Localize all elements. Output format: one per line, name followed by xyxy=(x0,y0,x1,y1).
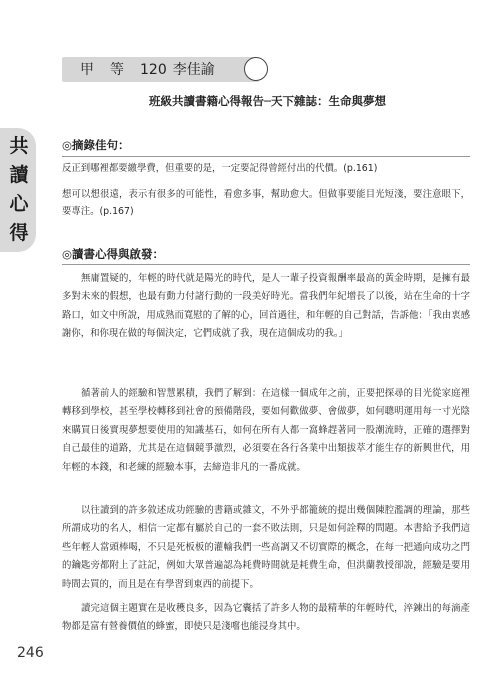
grade-label: 甲 xyxy=(80,62,108,78)
page-number: 246 xyxy=(17,645,44,661)
reflection-paragraph-3: 以往讀到的許多敘述成功經驗的書籍或雜文，不外乎都籠統的提出幾個陳腔濫調的理論，那些所謂成功的名人，相信一定都有屬於自己的一套不敗法則，只是如何詮釋的問題。本書給予我們這些年輕人當頭棒喝，不只是死板板的灌輸我們一些高調又不切實際的概念，在每一把通向成功之門的鑰匙旁都附上了註記，例如大眾普遍認為耗費時間就是耗費生命，但洪蘭教授卻說，經驗是要用時間去買的，而且是在有學習到東西的前提下。 xyxy=(62,505,470,590)
page-title: 班級共讀書籍心得報告─天下雜誌：生命與夢想 xyxy=(149,94,386,108)
reflection-heading: ◎讀書心得與啟發： xyxy=(62,247,165,261)
quotes-divider xyxy=(62,156,470,157)
header-circle-ornament xyxy=(244,57,268,81)
reflection-paragraph-1: 無庸置疑的，年輕的時代就是陽光的時代，是人一輩子投資報酬率最高的黃金時期，是擁有最多對未來的假想，也最有動力付諸行動的一段美好時光。當我們年紀增長了以後，站在生命的十字路口，如文中所說，用成熟而寬慰的了解的心，回首過往，和年輕的自己對話，告訴他：「我由衷感謝你，和你現在做的每個決定，它們成就了我，現在這個成功的我。」 xyxy=(62,273,470,340)
quote-2: 想可以想很遠，表示有很多的可能性，看愈多事，幫助愈大。但做事要能目光短淺，要注意眼下，要專注。(p.167) xyxy=(62,189,470,217)
rank-label: 等 xyxy=(110,62,138,78)
side-label: 共讀心得 xyxy=(9,135,29,244)
student-name: 李佳諭 xyxy=(172,62,215,78)
reflection-paragraph-2: 循著前人的經驗和智慧累積，我們了解到：在這樣一個成年之前，正要把探尋的目光從家庭裡轉移到學校，甚至學校轉移到社會的預備階段，要如何歡做夢、會做夢，如何聰明運用每一寸光陰來購買日後實現夢想要使用的知識基石，如何在所有人都一窩蜂趕著同一股潮流時，正確的選擇對自己最佳的道路，尤其是在這個競爭激烈，必須要在各行各業中出類拔萃才能生存的新興世代，用年輕的本錢，和老練的經驗本事，去締造非凡的一番成就。 xyxy=(62,388,470,473)
quotes-heading: ◎摘錄佳句： xyxy=(62,138,130,152)
student-header xyxy=(80,58,215,83)
reflection-paragraph-4: 讀完這個主題實在是收穫良多，因為它囊括了許多人物的最精華的年輕時代，淬鍊出的每滴產物都是富有營養價值的蜂蜜，即使只是淺嚐也能浸身其中。 xyxy=(62,603,470,633)
student-number: 120 xyxy=(140,62,167,78)
quote-1: 反正到哪裡都要繳學費，但重要的是，一定要記得曾經付出的代價。(p.161) xyxy=(62,163,378,174)
reflection-divider xyxy=(62,264,470,265)
